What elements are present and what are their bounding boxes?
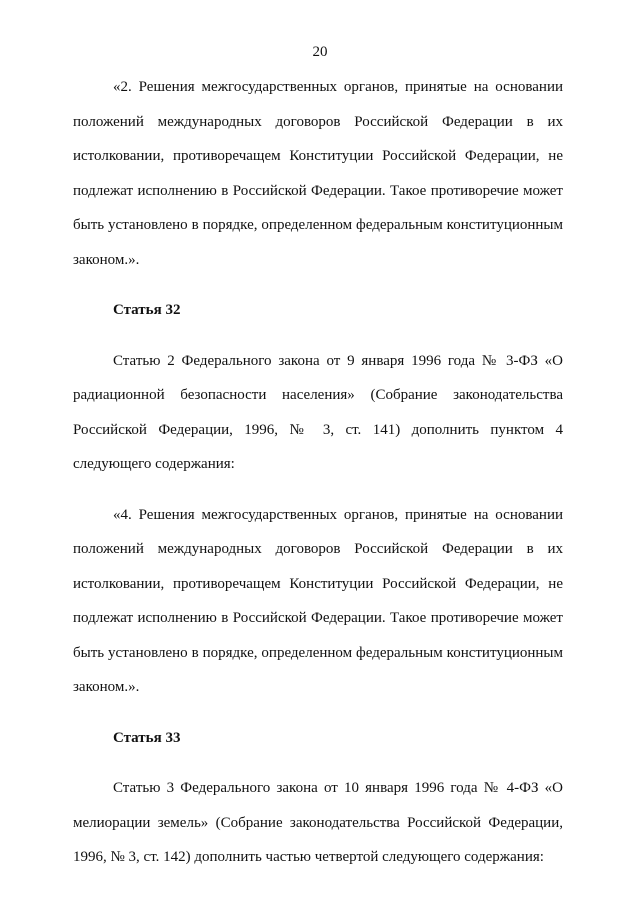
paragraph-article-32-point-4: «4. Решения межгосударственных органов, принятые на основании положений международных договоров Российской Федерации в их истолковании, противоречащем Конституции Российской Федерации, не подлежат исполнению в Российской Федерации. Такое противоречие может быть установлено в порядке, определенном федеральным конституционным законом.».	[73, 506, 563, 695]
paragraph-article-31-part-2: «2. Решения межгосударственных органов, принятые на основании положений международных договоров Российской Федерации в их истолковании, противоречащем Конституции Российской Федерации, не подлежат исполнению в Российской Федерации. Такое противоречие может быть установлено в порядке, определенном федеральным конституционным законом.».	[73, 79, 563, 268]
heading-article-33: Статья 33	[113, 729, 181, 746]
heading-article-32: Статья 32	[113, 302, 181, 318]
document-body	[73, 70, 563, 875]
spacer	[73, 755, 563, 771]
paragraph-article-32-intro: Статью 2 Федерального закона от 9 января 1996 года № 3-ФЗ «О радиационной безопасности населения» (Собрание законодательства Российской Федерации, 1996, № 3, ст. 141) дополнить пунктом 4 следующего содержания:	[73, 352, 563, 472]
spacer	[73, 277, 563, 293]
spacer	[73, 705, 563, 721]
paragraph-article-33-intro: Статью 3 Федерального закона от 10 января 1996 года № 4-ФЗ «О мелиорации земель» (Собрание законодательства Российской Федерации, 1996, № 3, ст. 142) дополнить частью четвертой следующего содержания:	[73, 780, 563, 865]
spacer	[73, 328, 563, 344]
page-number: 20	[312, 44, 328, 60]
spacer	[73, 482, 563, 498]
